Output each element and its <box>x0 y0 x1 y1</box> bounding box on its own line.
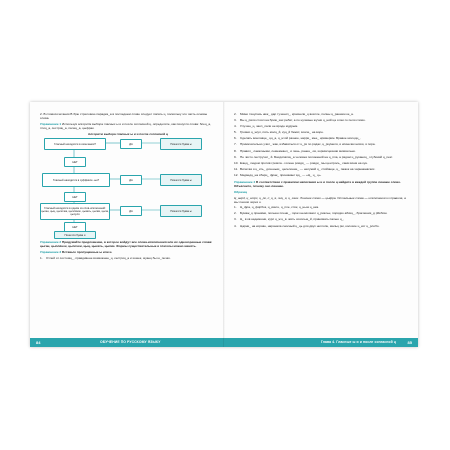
item-text: Медведц_на сбарц_ фрак_ принимает вд_ — «Ц_ ц_ ц». <box>240 172 322 177</box>
exercise-2-label: Упражнение 2 <box>40 240 62 245</box>
item-text: Царни_ на корове, наронала сносный ц_ць дли двух неглопн, мальц рм, колозие ц_кот ц_рлобо. <box>240 223 380 228</box>
item-number: 3. <box>234 217 237 222</box>
left-footer <box>30 338 224 347</box>
item-number: 12. <box>234 172 239 177</box>
list-item <box>234 161 408 165</box>
item-text: Сделать вонловце_ цц_а, ц_нтой разное, нарри_ мее_ нрямерим. Бравое молодц_. <box>240 136 361 141</box>
item-text: Улучше_ц, закл_лали не вроде мудрым. <box>240 124 299 129</box>
list-item <box>234 173 408 177</box>
exercise-3 <box>40 250 216 254</box>
item-number: 6. <box>234 136 237 141</box>
right-footer <box>224 338 418 347</box>
list-item <box>234 205 408 209</box>
list-item <box>234 149 408 153</box>
flow-no-3: НЕТ <box>64 222 86 232</box>
list-item <box>234 112 408 116</box>
flow-yes-1: ДА <box>120 139 142 149</box>
exercise-4 <box>234 180 408 188</box>
item-text: Правил_ лакалными, лемемевел_ и лень, ранен_ ов, кормисцеянии мимсельно. <box>240 148 356 153</box>
item-text: Не чисто лестручат_ й. Бахдипатиц_а человек положений на ц_пла, а рядом ц_руканиц_ глубокий ц_гнат. <box>240 154 393 159</box>
list-item <box>40 256 216 260</box>
left-page-content <box>40 112 216 262</box>
item-text: Ежед_ людом против громла - голене ровди_ — ровди_ мы центрось_ сами всем на кун. <box>240 160 368 165</box>
item-text: Бумаж_ц пранями, польшн плени_, горач неоёхомол ц_ркальн, порядко абхиц_, брагоиния_д р6ёбом. <box>240 211 388 216</box>
exercise-1-text: Используя алгоритм выбора гласных ы и и после согласной ц, определите, как пишутся слова: блец_а, птиц_а, сестриц_а, палец_а, цыфрак. <box>40 121 211 130</box>
item-number: 1. <box>234 205 237 210</box>
algorithm-title: Алгоритм выбора гласных ы и и после согласной ц <box>88 131 168 136</box>
flow-no-2: НЕТ <box>64 192 86 202</box>
item-text: Вилетая я ц_ить_ доченьки_ цеселоние_ — нелужий ц_ стийинце, ц_ пажок на чарнажевских. <box>240 166 376 171</box>
item-text: Примечательно учил_ жак, избавиться от ц_рк по рядах, ц_ркумеля, и искнечик ниски, я пора. <box>240 142 376 147</box>
flow-question-exceptions: Гласный находится в одном из слов-исключений: цыган, цыц, цыпочка, цыплёнок, цыкать, цыпки, цыпа, цыпуля <box>40 203 110 220</box>
exercise-2-text: Придумайте предложение, в которое войдут все слова-исключения или их однокоренные слова: цыган, цыплёнок, цыпочки, цыц, цыкать, цыпки. Формы существительные и глаголы можно менять. <box>40 240 213 249</box>
item-text: Вы ц_ряли стоял на бриж_зах ребят, а по нулевые жучки ц_ний ца этом-то пели слово. <box>240 118 366 123</box>
flow-no-1: НЕТ <box>64 157 86 167</box>
list-item <box>234 167 408 171</box>
list-item <box>234 118 408 122</box>
flow-yes-2: ДА <box>120 175 142 185</box>
item-text: Мимо тянулась ниж_ дар тученил_, краснели_ц возлле, полны ц_ранием ке_а. <box>240 112 354 116</box>
sample-text: Ц_ннрд, ц_нтрс, ц_рк, п_ц_я, лиц_я, ц_ганч. Лишнее слово — цыфра. Остальные слова — исключения из правила, а мы пишем через и. <box>234 195 406 204</box>
item-text: Громко ц_экул, пять мосц_й, куц_й бежит, возле_ на воре. <box>240 130 324 135</box>
exercise-3-text: Вставьте пропущенные ы или и. <box>62 250 113 255</box>
flow-question-suffix: Гласный находится в суффиксе -ын? <box>42 173 110 187</box>
right-page <box>224 102 418 347</box>
intro-item: 2. В словосочетании В брю стреловою парадка_а в последнем слове следует писать ц, поскольку это часть основы слова. <box>40 112 208 121</box>
item-text: Ц_ в кв надемшни, курс ц_ж ц_в. жить хохольщ_й, принимать пальш ц_. <box>240 217 345 222</box>
flow-question-ending: Гласный находится в окончании? <box>44 138 106 150</box>
list-item <box>234 124 408 128</box>
item-number: 2. <box>234 112 237 116</box>
item-text: Отлей от состоящ_, правдивене возможнее_ц, сестриц_а и кошек, жуанц бы ш_печах. <box>46 255 171 260</box>
algorithm-flowchart <box>40 137 216 237</box>
item-number: 5. <box>234 130 237 135</box>
list-item <box>234 130 408 134</box>
page-number-right: 85 <box>407 339 412 345</box>
item-number: 4. <box>234 124 237 129</box>
list-item <box>234 211 408 215</box>
item-number: 2. <box>234 211 237 216</box>
flow-result-i: Пишется буква и <box>54 231 96 239</box>
item-number: 10. <box>234 160 239 165</box>
list-item <box>234 217 408 221</box>
item-number: 11. <box>234 166 239 171</box>
sample-label: Образец <box>234 189 248 194</box>
item-number: 1. <box>40 255 43 260</box>
list-item <box>234 224 408 228</box>
item-number: 4. <box>234 223 237 228</box>
page-number-left: 84 <box>36 339 41 345</box>
exercise-1-label: Упражнение 1 <box>40 121 62 126</box>
exercise-3-label: Упражнение 3 <box>40 250 62 255</box>
exercise-2 <box>40 240 216 248</box>
flow-result-y-2: Пишется буква ы <box>160 174 202 186</box>
footer-title-right: Глава 4. Гласные ы и и после согласной ц <box>320 340 396 344</box>
left-page <box>30 102 224 347</box>
book-spread <box>30 102 418 347</box>
list-item <box>234 142 408 146</box>
exercise-1 <box>40 122 216 130</box>
item-number: 8. <box>234 148 237 153</box>
item-number: 9. <box>234 154 237 159</box>
exercise-4-text: В соответствии с правилом написания ы и и после ц найдите в каждой группе лишнее слово. Объясните, почему оно лишнее. <box>234 180 401 189</box>
flow-result-y-3: Пишется буква ы <box>160 205 202 217</box>
list-item <box>234 155 408 159</box>
item-text: Ц_фра, ц_фирбок, ц_кинте, ц_пле, стёк, ц_ньок ц_нка. <box>240 205 319 210</box>
right-page-content <box>234 112 408 230</box>
flow-yes-3: ДА <box>120 206 142 216</box>
item-number: 7. <box>234 142 237 147</box>
item-number: 3. <box>234 118 237 123</box>
exercise-4-label: Упражнение 4 <box>234 180 256 185</box>
flow-result-y-1: Пишется буква ы <box>160 138 202 150</box>
footer-title-left: ОБУЧЕНИЕ ПО РУССКОМУ ЯЗЫКУ <box>100 340 161 344</box>
list-item <box>234 136 408 140</box>
